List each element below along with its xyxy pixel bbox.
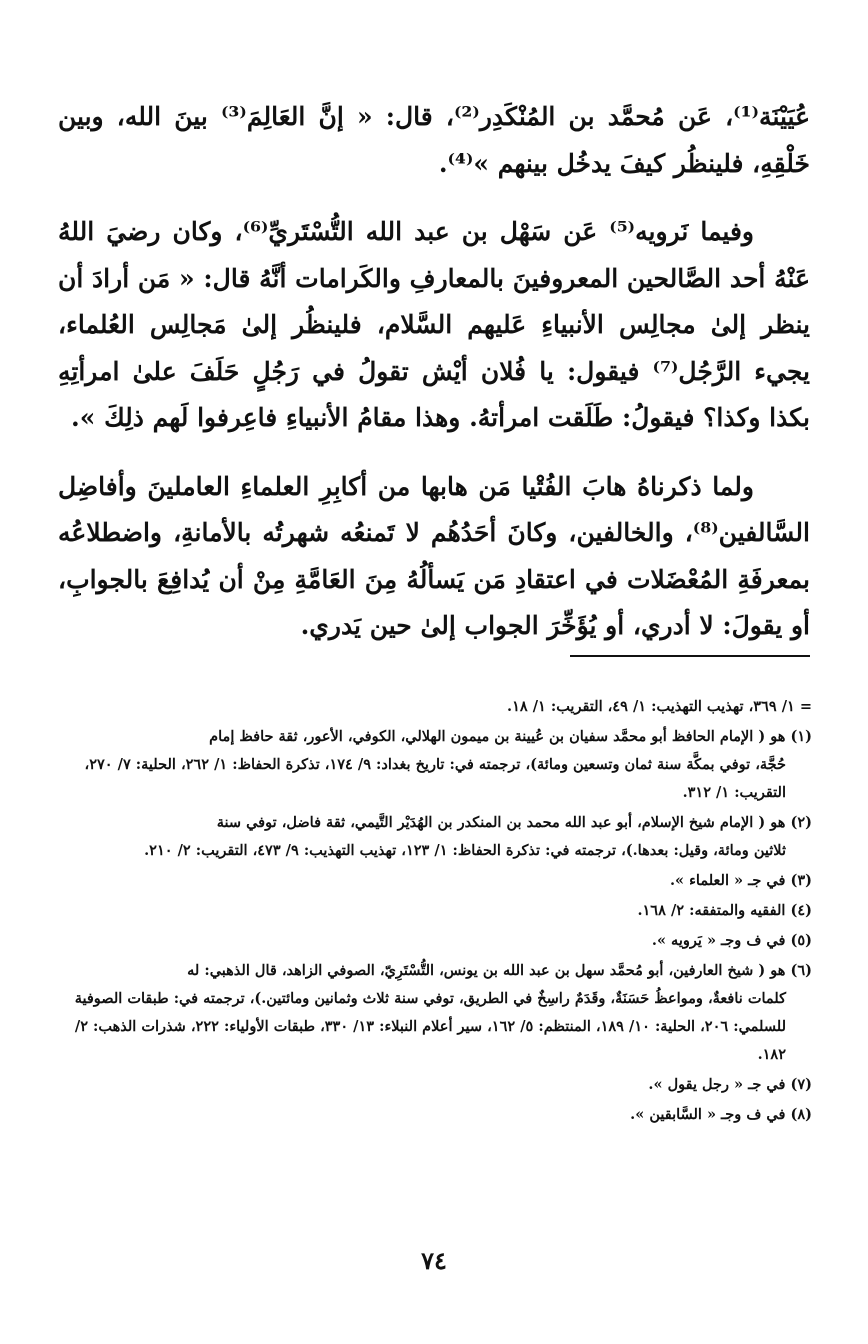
- footnote-7: (٧) في جـ « رجل يقول ».: [648, 1076, 812, 1093]
- paragraph-2: وفيما نَرويه⁽⁵⁾ عَن سَهْل بن عبد الله التُّسْتَريِّ⁽⁶⁾، وكان رضيَ اللهُ عَنْهُ أحد الصَّالحين المعروفينَ بالمعارفِ والكَرامات أنَّهُ قال: « مَن أرادَ أن ينظر إلىٰ مجالِس الأنبياءِ عَليهم السَّلام، فلينظُر إلىٰ مَجالِس العُلماء، يجيء الرَّجُل⁽⁷⁾ فيقول: يا فُلان أيْش تقولُ في رَجُلٍ حَلَفَ علىٰ امرأتِهِ بكذا وكذا؟ فيقولُ: طَلَقت امرأتهُ. وهذا مقامُ الأنبياءِ فاعِرفوا لَهم ذلِكَ ».: [58, 217, 810, 432]
- footnote-separator: [570, 655, 810, 657]
- page-number: ٧٤: [421, 1246, 447, 1275]
- footnote-6-lead: (٦) هو ( شيخ العارفين، أبو مُحمَّد سهل بن عبد الله بن يونس، التُّسْتَرِيّ، الصوفي الزاهد، قال الذهبي: له: [187, 962, 812, 979]
- footnote-2: [56, 809, 812, 865]
- main-text: [58, 94, 810, 672]
- footnote-1: [56, 723, 812, 807]
- footnotes: [56, 693, 812, 1131]
- footnote-2-rest: ثلاثين ومائة، وقيل: بعدها.)، ترجمته في: تذكرة الحفاظ: ١/ ١٢٣، تهذيب التهذيب: ٩/ ٤٧٣، التقريب: ٢/ ٢١٠.: [144, 842, 786, 859]
- footnote-4: (٤) الفقيه والمتفقه: ٢/ ١٦٨.: [637, 902, 812, 919]
- footnote-8: (٨) في ف وجـ « السَّابقين ».: [630, 1106, 812, 1123]
- footnote-6: [56, 957, 812, 1069]
- footnote-2-lead: (٢) هو ( الإمام شيخ الإسلام، أبو عبد الله محمد بن المنكدر بن الهُدَيْر التَّيمي، ثقة فاضل، توفي سنة: [216, 814, 812, 831]
- footnote-1-lead: (١) هو ( الإمام الحافظ أبو محمَّد سفيان بن عُيينة بن ميمون الهلالي، الكوفي، الأعور، ثقة حافظ إمام: [209, 728, 812, 745]
- footnote-continuation: = ١/ ٣٦٩، تهذيب التهذيب: ١/ ٤٩، التقريب: ١/ ١٨.: [507, 698, 812, 715]
- paragraph-3: ولما ذكرناهُ هابَ الفُتْيا مَن هابها من أكابِرِ العلماءِ العاملينَ وأفاضِل السَّالفين⁽⁸⁾، والخالفين، وكانَ أحَدُهُم لا تَمنعُه شهرتُه بالأمانةِ، واضطلاعُه بمعرفَةِ المُعْضَلات في اعتقادِ مَن يَسألُهُ مِنَ العَامَّةِ مِنْ أن يُدافِعَ بالجوابِ، أو يقولَ: لا أدري، أو يُؤَخِّرَ الجواب إلىٰ حين يَدري.: [58, 471, 810, 640]
- footnote-5: (٥) في ف وجـ « يَرويه ».: [651, 932, 812, 949]
- footnote-1-rest: حُجَّة، توفي بمكَّة سنة ثمان وتسعين ومائة)، ترجمته في: تاريخ بغداد: ٩/ ١٧٤، تذكرة الحفاظ: ١/ ٢٦٢، الحلية: ٧/ ٢٧٠، التقريب: ١/ ٣١٢.: [84, 756, 786, 801]
- footnote-3: (٣) في جـ « العلماء ».: [669, 872, 812, 889]
- footnote-6-rest: كلمات نافعةٌ، ومواعظُ حَسَنَةٌ، وقَدَمٌ راسِخٌ في الطريق، توفي سنة ثلاث وثمانين ومائتين.)، ترجمته في: طبقات الصوفية للسلمي: ٢٠٦، الحلية: ١٠/ ١٨٩، المنتظم: ٥/ ١٦٢، سير أعلام النبلاء: ١٣/ ٣٣٠، طبقات الأولياء: ٢٢٢، شذرات الذهب: ٢/ ١٨٢.: [74, 990, 786, 1063]
- paragraph-1: عُيَيْنَة⁽¹⁾، عَن مُحمَّد بن المُنْكَدِر⁽²⁾، قال: « إنَّ العَالِمَ⁽³⁾ بينَ الله، وبين خَلْقِهِ، فلينظُر كيفَ يدخُل بينهم »⁽⁴⁾.: [58, 102, 810, 178]
